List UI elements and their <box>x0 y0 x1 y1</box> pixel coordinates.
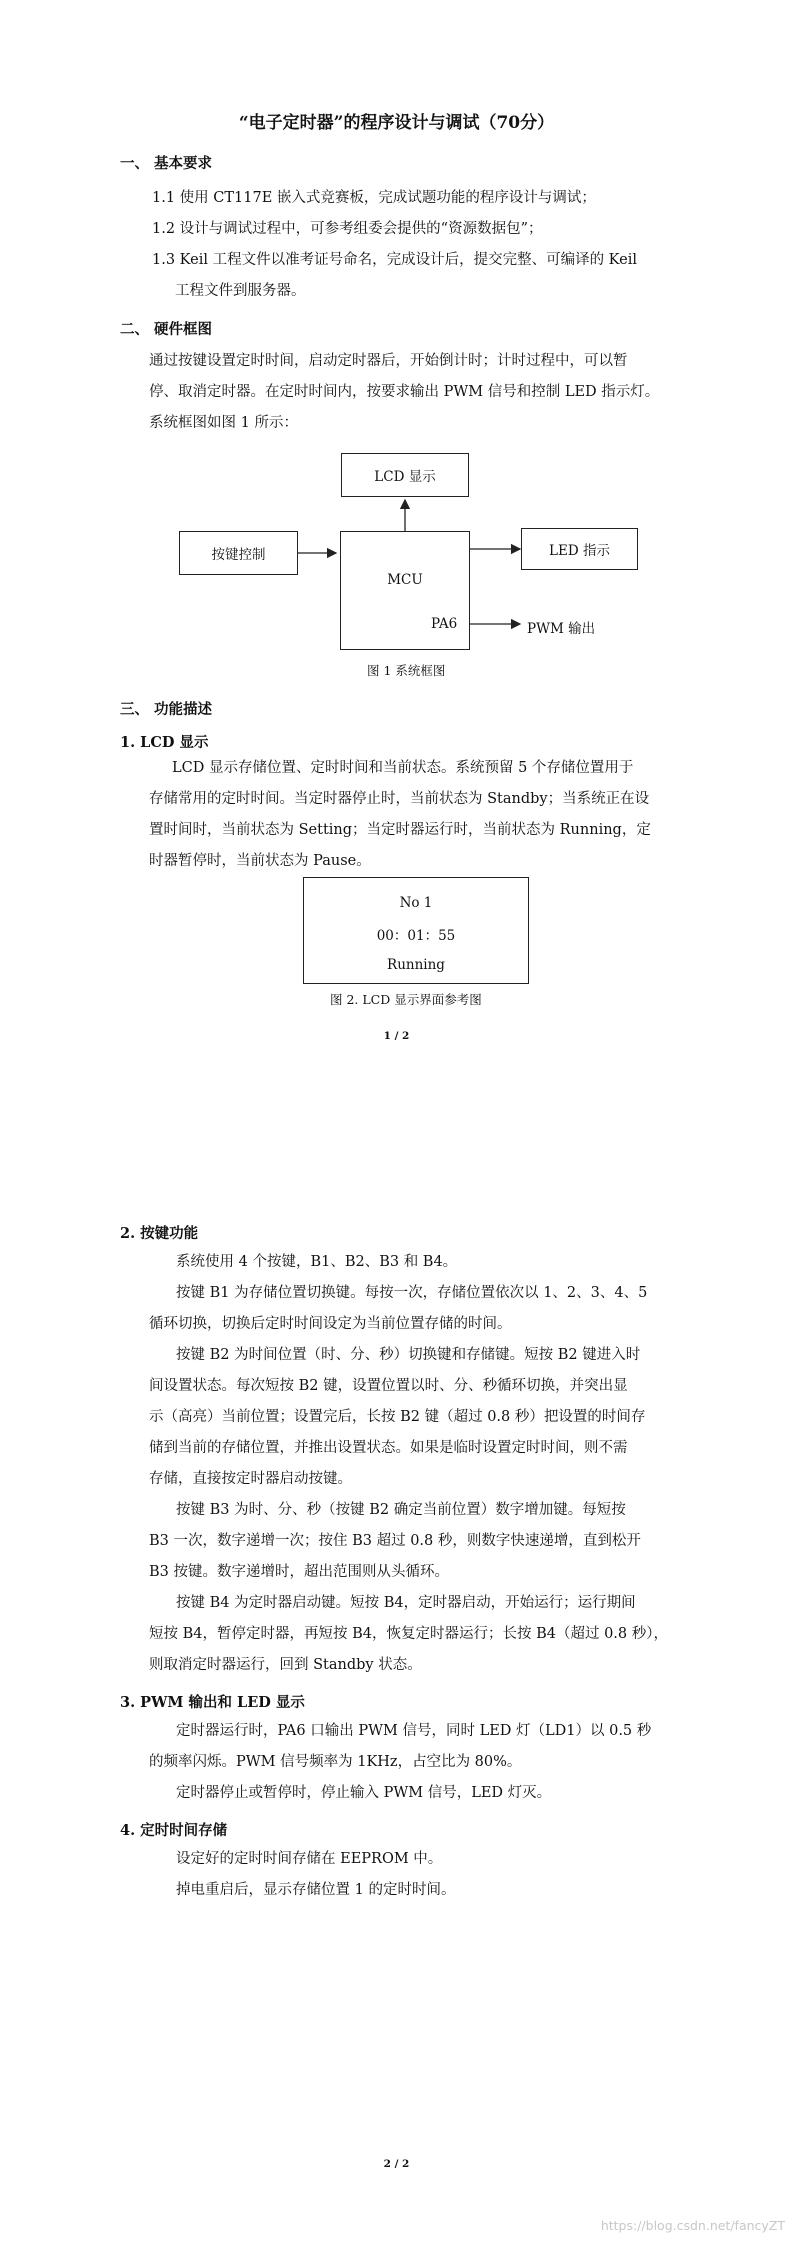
paragraph-line: 系统框图如图 1 所示： <box>149 415 298 431</box>
watermark: https://blog.csdn.net/fancyZT <box>600 2218 785 2233</box>
section-hardware-diagram-heading: 二、 硬件框图 <box>120 321 213 338</box>
subsection-key-functions-heading: 2. 按键功能 <box>120 1225 199 1242</box>
paragraph-line: 1.3 Keil 工程文件以准考证号命名，完成设计后，提交完整、可编译的 Keil <box>152 252 637 268</box>
key-control-block: 按键控制 <box>179 531 298 575</box>
paragraph-line: 按键 B2 为时间位置（时、分、秒）切换键和存储键。短按 B2 键进入时 <box>176 1347 641 1363</box>
system-block-diagram <box>0 0 793 700</box>
subsection-lcd-display-heading: 1. LCD 显示 <box>120 734 209 751</box>
paragraph-line: 示（高亮）当前位置；设置完后，长按 B2 键（超过 0.8 秒）把设置的时间存 <box>149 1409 646 1425</box>
lcd-reference-screen <box>303 877 529 984</box>
section-function-description-heading: 三、 功能描述 <box>120 701 213 718</box>
paragraph-line: 按键 B4 为定时器启动键。短按 B4，定时器启动，开始运行；运行期间 <box>176 1595 636 1611</box>
document-title: “电子定时器”的程序设计与调试（70分） <box>238 113 555 133</box>
led-indicator-block: LED 指示 <box>521 528 638 570</box>
subsection-pwm-led-heading: 3. PWM 输出和 LED 显示 <box>120 1694 305 1711</box>
pa6-pin-label: PA6 <box>431 616 458 632</box>
paragraph-line: 掉电重启后，显示存储位置 1 的定时时间。 <box>176 1882 456 1898</box>
paragraph-line: 循环切换，切换后定时时间设定为当前位置存储的时间。 <box>149 1316 512 1332</box>
paragraph-line: 1.2 设计与调试过程中，可参考组委会提供的“资源数据包”； <box>152 221 543 237</box>
paragraph-line: 则取消定时器运行，回到 Standby 状态。 <box>149 1657 422 1673</box>
paragraph-line: 通过按键设置定时时间，启动定时器后，开始倒计时；计时过程中，可以暂 <box>149 353 628 369</box>
paragraph-line: 的频率闪烁。PWM 信号频率为 1KHz，占空比为 80%。 <box>149 1754 522 1770</box>
figure-1-caption: 图 1 系统框图 <box>367 663 446 678</box>
paragraph-line: 工程文件到服务器。 <box>175 283 306 299</box>
paragraph-line: 1.1 使用 CT117E 嵌入式竞赛板，完成试题功能的程序设计与调试； <box>152 190 596 206</box>
paragraph-line: 按键 B1 为存储位置切换键。每按一次，存储位置依次以 1、2、3、4、5 <box>176 1285 648 1301</box>
paragraph-line: 定时器运行时，PA6 口输出 PWM 信号，同时 LED 灯（LD1）以 0.5 秒 <box>176 1723 652 1739</box>
lcd-storage-position: No 1 <box>399 895 433 911</box>
paragraph-line: LCD 显示存储位置、定时时间和当前状态。系统预留 5 个存储位置用于 <box>172 760 634 776</box>
mcu-label: MCU <box>387 572 423 588</box>
paragraph-line: 间设置状态。每次短按 B2 键，设置位置以时、分、秒循环切换，并突出显 <box>149 1378 628 1394</box>
mcu-block <box>340 531 470 650</box>
section-basic-requirements-heading: 一、 基本要求 <box>120 155 213 172</box>
page-number: 2 / 2 <box>383 2158 410 2170</box>
figure-2-caption: 图 2. LCD 显示界面参考图 <box>330 992 482 1007</box>
lcd-display-block: LCD 显示 <box>341 453 469 497</box>
paragraph-line: 按键 B3 为时、分、秒（按键 B2 确定当前位置）数字增加键。每短按 <box>176 1502 626 1518</box>
paragraph-line: 停、取消定时器。在定时时间内，按要求输出 PWM 信号和控制 LED 指示灯。 <box>149 384 660 400</box>
paragraph-line: 存储，直接按定时器启动按键。 <box>149 1471 352 1487</box>
lcd-status: Running <box>387 957 445 973</box>
lcd-timer-value: 00：01：55 <box>376 928 456 944</box>
paragraph-line: 设定好的定时时间存储在 EEPROM 中。 <box>176 1851 443 1867</box>
paragraph-line: 短按 B4，暂停定时器，再短按 B4，恢复定时器运行；长按 B4（超过 0.8 秒）， <box>149 1626 668 1642</box>
paragraph-line: 定时器停止或暂停时，停止输入 PWM 信号，LED 灯灭。 <box>176 1785 552 1801</box>
paragraph-line: B3 按键。数字递增时，超出范围则从头循环。 <box>149 1564 449 1580</box>
paragraph-line: 储到当前的存储位置，并推出设置状态。如果是临时设置定时时间，则不需 <box>149 1440 628 1456</box>
paragraph-line: 存储常用的定时时间。当定时器停止时，当前状态为 Standby；当系统正在设 <box>149 791 650 807</box>
subsection-timer-storage-heading: 4. 定时时间存储 <box>120 1822 228 1839</box>
paragraph-line: B3 一次，数字递增一次；按住 B3 超过 0.8 秒，则数字快速递增，直到松开 <box>149 1533 641 1549</box>
paragraph-line: 系统使用 4 个按键，B1、B2、B3 和 B4。 <box>176 1254 458 1270</box>
paragraph-line: 时器暂停时，当前状态为 Pause。 <box>149 853 371 869</box>
pwm-output-label: PWM 输出 <box>527 621 596 637</box>
paragraph-line: 置时间时，当前状态为 Setting；当定时器运行时，当前状态为 Running，定 <box>149 822 651 838</box>
page-number: 1 / 2 <box>383 1030 410 1042</box>
